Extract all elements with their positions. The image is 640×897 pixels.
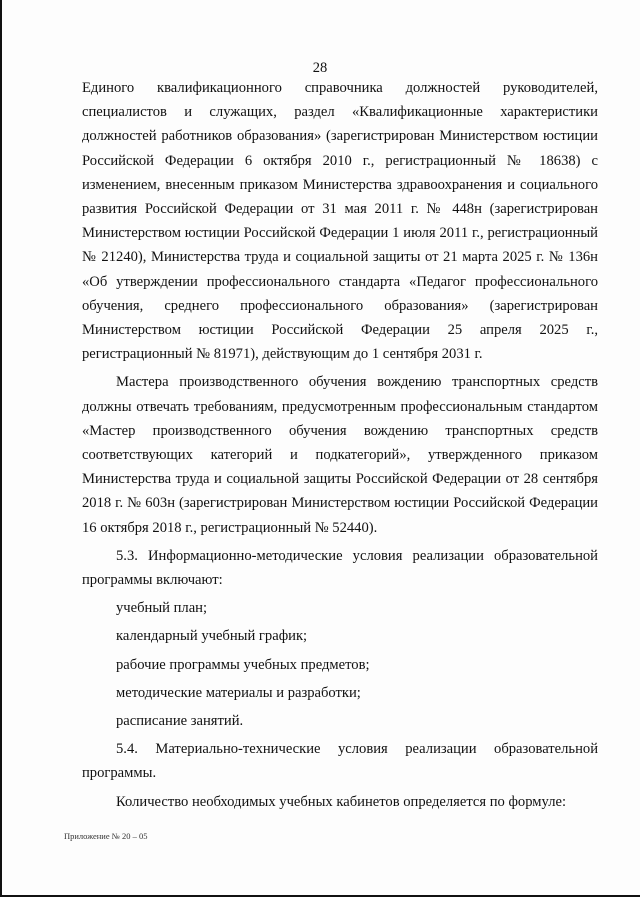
paragraph-section-5-3: 5.3. Информационно-методические условия реализации образовательной программы включают: — [82, 547, 598, 589]
paragraph-classroom-formula: Количество необходимых учебных кабинетов определяется по формуле: — [116, 793, 567, 810]
list-item-work-programs: рабочие программы учебных предметов; — [116, 656, 370, 673]
paragraph-section-5-4: 5.4. Материально-технические условия реализации образовательной программы. — [82, 741, 598, 782]
list-item-timetable: расписание занятий. — [116, 713, 244, 730]
footer-appendix-label: Приложение № 20 – 05 — [64, 831, 148, 841]
list-item-methodical-materials: методические материалы и разработки; — [116, 684, 361, 701]
paragraph-driving-instructors: Мастера производственного обучения вождению транспортных средств должны отвечать требованиям, предусмотренным профессиональным стандартом «Мастер производственного обучения вождению транспортных средств соответствующих категорий и подкатегорий», утвержденного приказом Министерства труда и социальной защиты Российской Федерации от 28 сентября 2018 г. № 603н (зарегистрирован Министерством юстиции Российской Федерации 16 октября 2018 г., регистрационный № 52440). — [82, 374, 598, 536]
list-item-curriculum: учебный план; — [116, 600, 208, 617]
list-item-schedule: календарный учебный график; — [116, 628, 308, 645]
scan-edge-left — [0, 0, 2, 897]
document-body — [82, 76, 598, 814]
page-number: 28 — [312, 60, 328, 76]
paragraph-continuation: Единого квалификационного справочника должностей руководителей, специалистов и служащих, раздел «Квалификационные характеристики должностей работников образования» (зарегистрирован Министерством юстиции Российской Федерации 6 октября 2010 г., регистрационный № 18638) с изменением, внесенным приказом Министерства здравоохранения и социального развития Российской Федерации от 31 мая 2011 г. № 448н (зарегистрирован Министерством юстиции Российской Федерации 1 июля 2011 г., регистрационный № 21240), Министерства труда и социальной защиты от 21 марта 2025 г. № 136н «Об утверждении профессионального стандарта «Педагог профессионального обучения, среднего профессионального образования» (зарегистрирован Министерством юстиции Российской Федерации 25 апреля 2025 г., регистрационный № 81971), действующим до 1 сентября 2031 г. — [82, 80, 598, 363]
